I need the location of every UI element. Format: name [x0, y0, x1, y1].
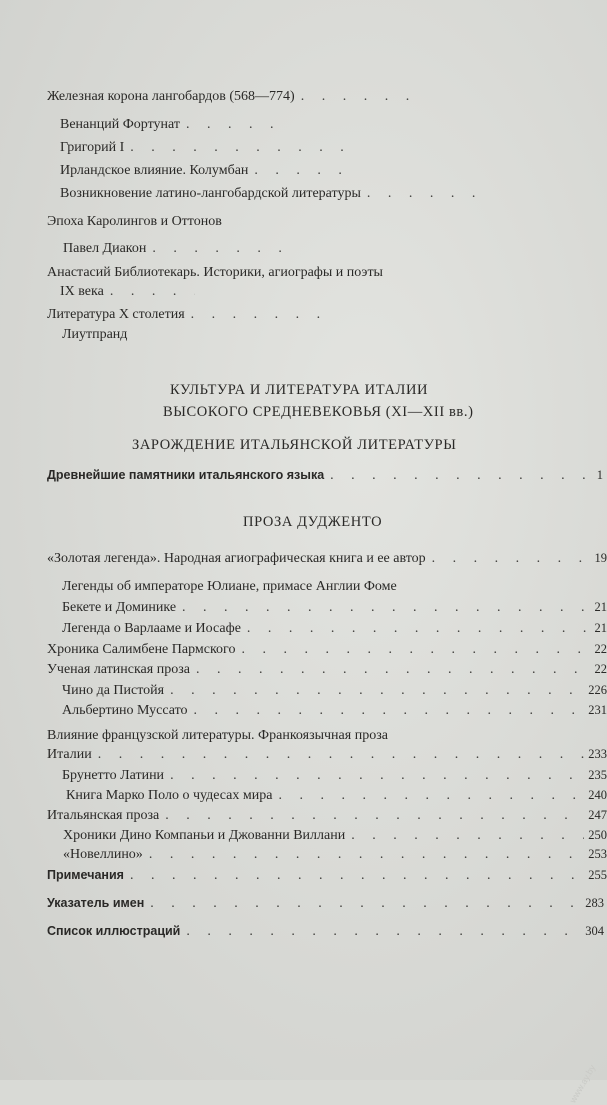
- toc-entry: [60, 162, 360, 180]
- toc-page-number: 22: [591, 660, 607, 678]
- toc-entry: [47, 727, 592, 745]
- toc-entry: [66, 786, 607, 805]
- toc-entry: [47, 306, 322, 324]
- toc-entry: [62, 598, 607, 617]
- toc-leader: [345, 827, 584, 845]
- toc-entry: [47, 866, 607, 885]
- toc-entry-title: «Новеллино»: [63, 846, 143, 864]
- toc-entry-title: «Золотая легенда». Народная агиографическая книга и ее автор: [47, 550, 426, 568]
- toc-leader: [361, 185, 485, 203]
- toc-leader: [324, 467, 593, 485]
- toc-entry: [47, 466, 603, 485]
- toc-entry: [60, 185, 485, 203]
- toc-entry: [62, 701, 607, 720]
- toc-entry: [47, 549, 607, 568]
- toc-leader: [146, 240, 283, 258]
- toc-leader: [92, 746, 585, 764]
- toc-leader: [159, 807, 584, 825]
- toc-entry: [60, 116, 275, 134]
- toc-page-number: 255: [584, 866, 607, 884]
- section-heading: ЗАРОЖДЕНИЕ ИТАЛЬЯНСКОЙ ЛИТЕРАТУРЫ: [132, 437, 456, 454]
- toc-entry: [63, 240, 283, 258]
- toc-entry-title: Италии: [47, 746, 92, 764]
- toc-entry-title: Влияние французской литературы. Франкоязычная проза: [47, 727, 388, 745]
- toc-entry-title: Григорий I: [60, 139, 124, 157]
- toc-leader: [190, 661, 591, 679]
- toc-leader: [180, 116, 275, 134]
- toc-page-number: 253: [584, 845, 607, 863]
- toc-entry: [47, 745, 607, 764]
- toc-entry: [62, 619, 607, 638]
- toc-page-number: 21: [591, 598, 607, 616]
- toc-page-number: 235: [584, 766, 607, 784]
- toc-leader: [104, 283, 195, 301]
- toc-leader: [180, 923, 581, 941]
- toc-leader: [124, 139, 350, 157]
- toc-entry: [62, 326, 212, 344]
- toc-leader: [295, 88, 427, 106]
- toc-page-number: 304: [581, 922, 604, 940]
- toc-entry: [60, 283, 195, 301]
- toc-leader: [143, 846, 584, 864]
- toc-page-number: 21: [591, 619, 607, 637]
- toc-entry: [47, 264, 567, 282]
- toc-page-number: 250: [584, 826, 607, 844]
- toc-leader: [164, 682, 584, 700]
- toc-entry-title: Примечания: [47, 866, 124, 884]
- toc-entry-title: Указатель имен: [47, 894, 144, 912]
- toc-entry-title: Бекете и Доминике: [62, 599, 176, 617]
- toc-entry-title: Литература X столетия: [47, 306, 185, 324]
- toc-entry: [47, 88, 427, 106]
- toc-entry-title: Павел Диакон: [63, 240, 146, 258]
- toc-page-number: 226: [584, 681, 607, 699]
- toc-entry-title: Альбертино Муссато: [62, 702, 188, 720]
- watermark: www.ay.by: [567, 1063, 597, 1105]
- toc-entry-title: Анастасий Библиотекарь. Историки, агиографы и поэты: [47, 264, 383, 282]
- toc-entry: [63, 826, 607, 845]
- toc-entry-title: Ирландское влияние. Колумбан: [60, 162, 248, 180]
- toc-entry: [62, 578, 602, 596]
- toc-entry: [47, 894, 604, 913]
- toc-entry-title: Список иллюстраций: [47, 922, 180, 940]
- toc-page-number: 19: [591, 549, 607, 567]
- toc-leader: [248, 162, 360, 180]
- section-heading: ПРОЗА ДУДЖЕНТО: [243, 514, 382, 531]
- toc-page-number: 247: [584, 806, 607, 824]
- toc-page-number: 1: [593, 466, 603, 484]
- toc-leader: [188, 702, 585, 720]
- toc-entry-title: Возникновение латино-лангобардской литературы: [60, 185, 361, 203]
- toc-entry-title: Древнейшие памятники итальянского языка: [47, 466, 324, 484]
- toc-entry-title: Хроники Дино Компаньи и Джованни Виллани: [63, 827, 345, 845]
- toc-leader: [426, 550, 591, 568]
- toc-leader: [124, 867, 584, 885]
- section-heading: ВЫСОКОГО СРЕДНЕВЕКОВЬЯ (XI—XII вв.): [163, 404, 474, 421]
- toc-page-number: 231: [584, 701, 607, 719]
- toc-leader: [235, 641, 590, 659]
- toc-entry-title: Брунетто Латини: [62, 767, 164, 785]
- toc-entry-title: Венанций Фортунат: [60, 116, 180, 134]
- toc-entry-title: Ученая латинская проза: [47, 661, 190, 679]
- toc-leader: [164, 767, 584, 785]
- toc-entry: [47, 660, 607, 679]
- toc-entry-title: Хроника Салимбене Пармского: [47, 641, 235, 659]
- toc-entry-title: Книга Марко Поло о чудесах мира: [66, 787, 272, 805]
- toc-entry: [63, 845, 607, 864]
- toc-entry-title: Итальянская проза: [47, 807, 159, 825]
- toc-entry: [47, 922, 604, 941]
- toc-leader: [144, 895, 581, 913]
- toc-entry: [60, 139, 350, 157]
- toc-leader: [185, 306, 322, 324]
- toc-entry-title: IX века: [60, 283, 104, 301]
- toc-entry-title: Железная корона лангобардов (568—774): [47, 88, 295, 106]
- toc-leader: [272, 787, 584, 805]
- toc-entry-title: Легенда о Варлааме и Иосафе: [62, 620, 241, 638]
- toc-entry-title: Эпоха Каролингов и Оттонов: [47, 213, 222, 231]
- toc-entry-title: Лиутпранд: [62, 326, 127, 344]
- toc-page-number: 22: [591, 640, 607, 658]
- toc-entry: [62, 681, 607, 700]
- toc-entry: [47, 806, 607, 825]
- toc-entry-title: Чино да Пистойя: [62, 682, 164, 700]
- toc-entry-title: Легенды об императоре Юлиане, примасе Англии Фоме: [62, 578, 397, 596]
- toc-entry: [47, 213, 307, 231]
- toc-page-number: 233: [584, 745, 607, 763]
- toc-page-number: 283: [581, 894, 604, 912]
- toc-entry: [47, 640, 607, 659]
- toc-leader: [241, 620, 591, 638]
- section-heading: КУЛЬТУРА И ЛИТЕРАТУРА ИТАЛИИ: [170, 382, 428, 399]
- toc-leader: [176, 599, 590, 617]
- toc-entry: [62, 766, 607, 785]
- toc-page-number: 240: [584, 786, 607, 804]
